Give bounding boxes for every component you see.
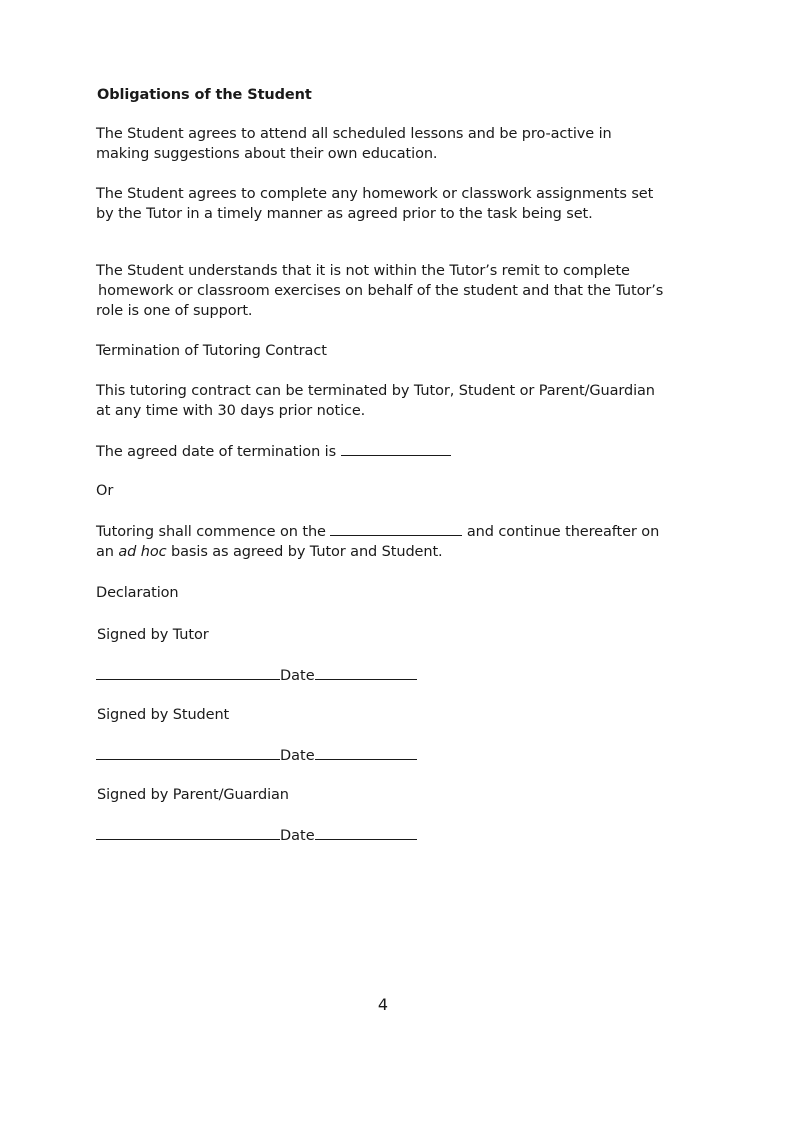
- commence-text-end: and continue thereafter on: [462, 524, 660, 540]
- commence-date-blank[interactable]: [330, 521, 462, 536]
- paragraph-attendance: [96, 124, 696, 164]
- student-date-blank[interactable]: [315, 745, 417, 760]
- page-number-container: [0, 995, 779, 1014]
- ad-hoc-italic: ad hoc: [118, 544, 167, 560]
- signed-by-student-label: Signed by Student: [97, 707, 230, 723]
- termination-title: Termination of Tutoring Contract: [96, 343, 327, 359]
- tutor-signature-line: [96, 665, 417, 686]
- student-date-label: Date: [280, 748, 315, 764]
- paragraph-line: The Student agrees to attend all scheduled lessons and be pro-active in: [96, 126, 612, 142]
- commence-line2-start: an: [96, 544, 119, 560]
- tutor-signature-blank[interactable]: [96, 665, 280, 680]
- paragraph-line: making suggestions about their own education.: [96, 146, 438, 162]
- parent-signature-blank[interactable]: [96, 825, 280, 840]
- parent-signature-line: [96, 825, 417, 846]
- paragraph-line: by the Tutor in a timely manner as agreed prior to the task being set.: [96, 206, 593, 222]
- section-heading: Obligations of the Student: [97, 87, 312, 103]
- paragraph-commencement: [96, 521, 696, 562]
- or-text: Or: [96, 483, 114, 499]
- student-signature-blank[interactable]: [96, 745, 280, 760]
- paragraph-termination-notice: [96, 381, 696, 421]
- termination-date-blank[interactable]: [341, 441, 451, 456]
- commence-text-start: Tutoring shall commence on the: [96, 524, 331, 540]
- declaration-title: Declaration: [96, 585, 179, 601]
- tutor-date-blank[interactable]: [315, 665, 417, 680]
- parent-date-label: Date: [280, 828, 315, 844]
- signed-by-tutor-label: Signed by Tutor: [97, 627, 209, 643]
- page-number: 4: [377, 995, 389, 1014]
- paragraph-line: role is one of support.: [96, 303, 253, 319]
- paragraph-remit: [96, 261, 696, 321]
- paragraph-line: at any time with 30 days prior notice.: [96, 403, 366, 419]
- signed-by-parent-label: Signed by Parent/Guardian: [97, 787, 289, 803]
- paragraph-line: This tutoring contract can be terminated by Tutor, Student or Parent/Guardian: [96, 383, 655, 399]
- tutor-date-label: Date: [280, 668, 315, 684]
- commence-line2-end: basis as agreed by Tutor and Student.: [166, 544, 443, 560]
- paragraph-line: The Student understands that it is not within the Tutor’s remit to complete: [96, 263, 630, 279]
- termination-date-line: [96, 441, 696, 462]
- paragraph-line: [96, 521, 696, 542]
- paragraph-line: The Student agrees to complete any homework or classwork assignments set: [96, 186, 654, 202]
- student-signature-line: [96, 745, 417, 766]
- paragraph-line: [96, 542, 696, 562]
- termination-date-label: The agreed date of termination is: [96, 444, 341, 460]
- paragraph-homework: [96, 184, 696, 224]
- paragraph-line: homework or classroom exercises on behalf of the student and that the Tutor’s: [98, 283, 664, 299]
- parent-date-blank[interactable]: [315, 825, 417, 840]
